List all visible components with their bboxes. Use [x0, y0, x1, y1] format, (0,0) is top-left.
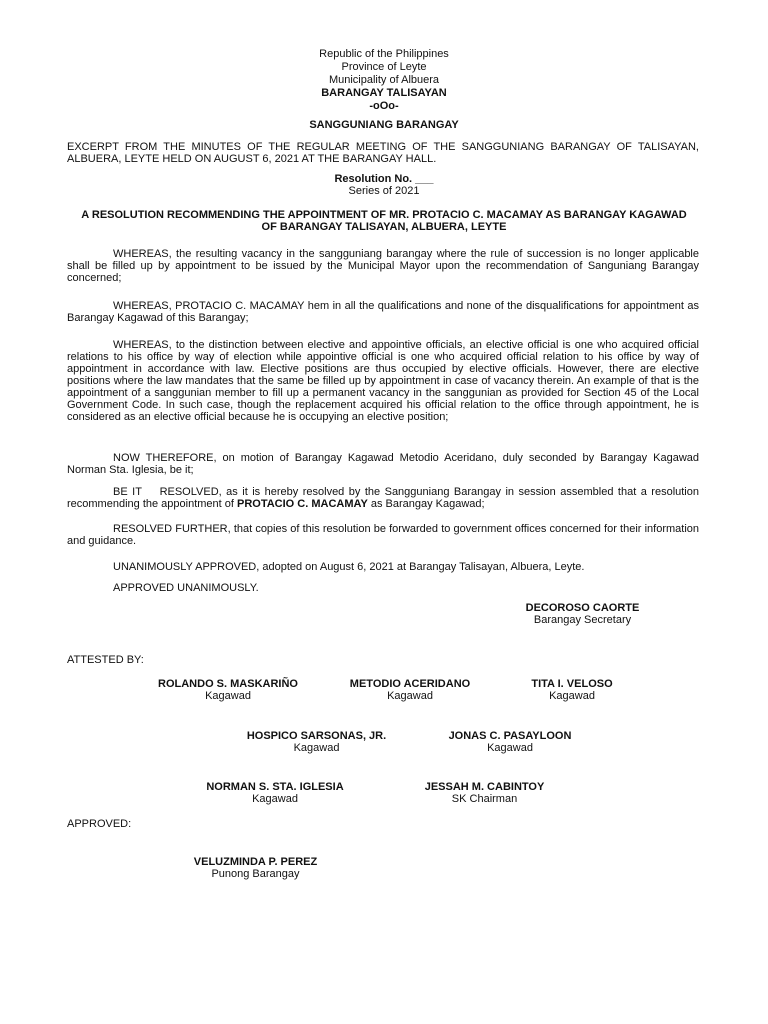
- header-province: Province of Leyte: [341, 61, 427, 73]
- unanimously-approved-text: UNANIMOUSLY APPROVED, adopted on August 6, 2021 at Barangay Talisayan, Albuera, Leyte.: [113, 561, 585, 573]
- kagawad-title: Kagawad: [549, 690, 595, 702]
- be-it-resolved-paragraph: [67, 486, 703, 510]
- kagawad-signature-4: [224, 730, 409, 754]
- punong-barangay-title: Punong Barangay: [211, 868, 300, 880]
- header-republic: Republic of the Philippines: [319, 48, 449, 60]
- resolved-further-text: RESOLVED FURTHER, that copies of this resolution be forwarded to government offices concerned for their information and guidance.: [67, 523, 699, 547]
- kagawad-name: NORMAN S. STA. IGLESIA: [206, 781, 344, 793]
- resolved-further-paragraph: [67, 523, 699, 547]
- kagawad-name: METODIO ACERIDANO: [349, 678, 471, 690]
- whereas-3-text: WHEREAS, to the distinction between elective and appointive officials, an elective official is one who acquired official relations to his office by way of election while appointive official is one who acquired official relation to his office by way of appointment in accordance with law. Elective positions are thus occupied by elective officials. However, there are elective positions where the law mandates that the same be filled up by appointment in case of vacancy therein. An example of that is the appointment of a sanggunian member to fill up a permanent vacancy in the sanggunian as provided for Section 45 of the Local Government Code. In such case, though the replacement acquired his official relation to the office through appointment, he is considered as an elective official because he is occupying an elective position;: [67, 339, 699, 423]
- sk-chairman-signature: [402, 781, 567, 805]
- kagawad-name: ROLANDO S. MASKARIÑO: [158, 678, 298, 690]
- punong-barangay-signature: [173, 856, 338, 880]
- whereas-1-text: WHEREAS, the resulting vacancy in the sangguniang barangay where the rule of succession is no longer applicable shall be filled up by appointment to be issued by the Municipal Mayor upon the recommendation of Sanguniang Barangay concerned;: [67, 248, 699, 284]
- resolution-series: Series of 2021: [348, 185, 420, 197]
- kagawad-signature-1: [138, 678, 318, 702]
- unanimously-approved-paragraph: [67, 561, 699, 573]
- council-title: SANGGUNIANG BARANGAY: [309, 119, 459, 131]
- kagawad-name: JONAS C. PASAYLOON: [448, 730, 572, 742]
- excerpt-paragraph: EXCERPT FROM THE MINUTES OF THE REGULAR MEETING OF THE SANGGUNIANG BARANGAY OF TALISAYAN, ALBUERA, LEYTE HELD ON AUGUST 6, 2021 AT THE BARANGAY HALL.: [67, 141, 699, 165]
- sk-chairman-title: SK Chairman: [451, 793, 518, 805]
- attested-by-label: ATTESTED BY:: [67, 654, 144, 666]
- approved-unanimously-text: APPROVED UNANIMOUSLY.: [113, 582, 259, 594]
- whereas-paragraph-1: [67, 248, 699, 284]
- kagawad-title: Kagawad: [487, 742, 533, 754]
- header-municipality: Municipality of Albuera: [328, 74, 440, 86]
- now-therefore-paragraph: [67, 452, 699, 476]
- kagawad-title: Kagawad: [387, 690, 433, 702]
- kagawad-signature-3: [507, 678, 637, 702]
- kagawad-name: HOSPICO SARSONAS, JR.: [246, 730, 387, 742]
- kagawad-title: Kagawad: [252, 793, 298, 805]
- kagawad-signature-5: [425, 730, 595, 754]
- whereas-paragraph-3: [67, 339, 699, 423]
- be-it-resolved-post: as Barangay Kagawad;: [367, 498, 485, 510]
- whereas-2-text: WHEREAS, PROTACIO C. MACAMAY hem in all the qualifications and none of the disqualifications for appointment as Barangay Kagawad of this Barangay;: [67, 300, 699, 324]
- secretary-name: DECOROSO CAORTE: [525, 602, 640, 614]
- secretary-signature-block: [515, 602, 650, 626]
- kagawad-signature-6: [186, 781, 364, 805]
- whereas-paragraph-2: [67, 300, 699, 324]
- approved-label: APPROVED:: [67, 818, 132, 830]
- resolution-number-block: [0, 173, 768, 197]
- now-therefore-text: NOW THEREFORE, on motion of Barangay Kagawad Metodio Aceridano, duly seconded by Barangay Kagawad Norman Sta. Iglesia, be it;: [67, 452, 699, 476]
- kagawad-title: Kagawad: [293, 742, 340, 754]
- be-it-resolved-pre: BE IT RESOLVED, as it is hereby resolved by the Sangguniang Barangay in session assembled that a resolution recommending the appointment of: [67, 486, 703, 510]
- resolution-title: A RESOLUTION RECOMMENDING THE APPOINTMENT OF MR. PROTACIO C. MACAMAY AS BARANGAY KAGAWAD OF BARANGAY TALISAYAN, ALBUERA, LEYTE: [81, 209, 687, 233]
- appointee-name: PROTACIO C. MACAMAY: [237, 498, 368, 510]
- document-header: [0, 48, 768, 113]
- header-ornament: -oOo-: [369, 100, 399, 112]
- header-barangay: BARANGAY TALISAYAN: [321, 87, 447, 99]
- approved-unanimously-paragraph: [67, 582, 699, 594]
- kagawad-signature-2: [330, 678, 490, 702]
- punong-barangay-name: VELUZMINDA P. PEREZ: [193, 856, 318, 868]
- kagawad-title: Kagawad: [205, 690, 251, 702]
- sk-chairman-name: JESSAH M. CABINTOY: [424, 781, 545, 793]
- secretary-title: Barangay Secretary: [533, 614, 632, 626]
- resolution-number: Resolution No. ___: [334, 173, 434, 185]
- kagawad-name: TITA I. VELOSO: [531, 678, 613, 690]
